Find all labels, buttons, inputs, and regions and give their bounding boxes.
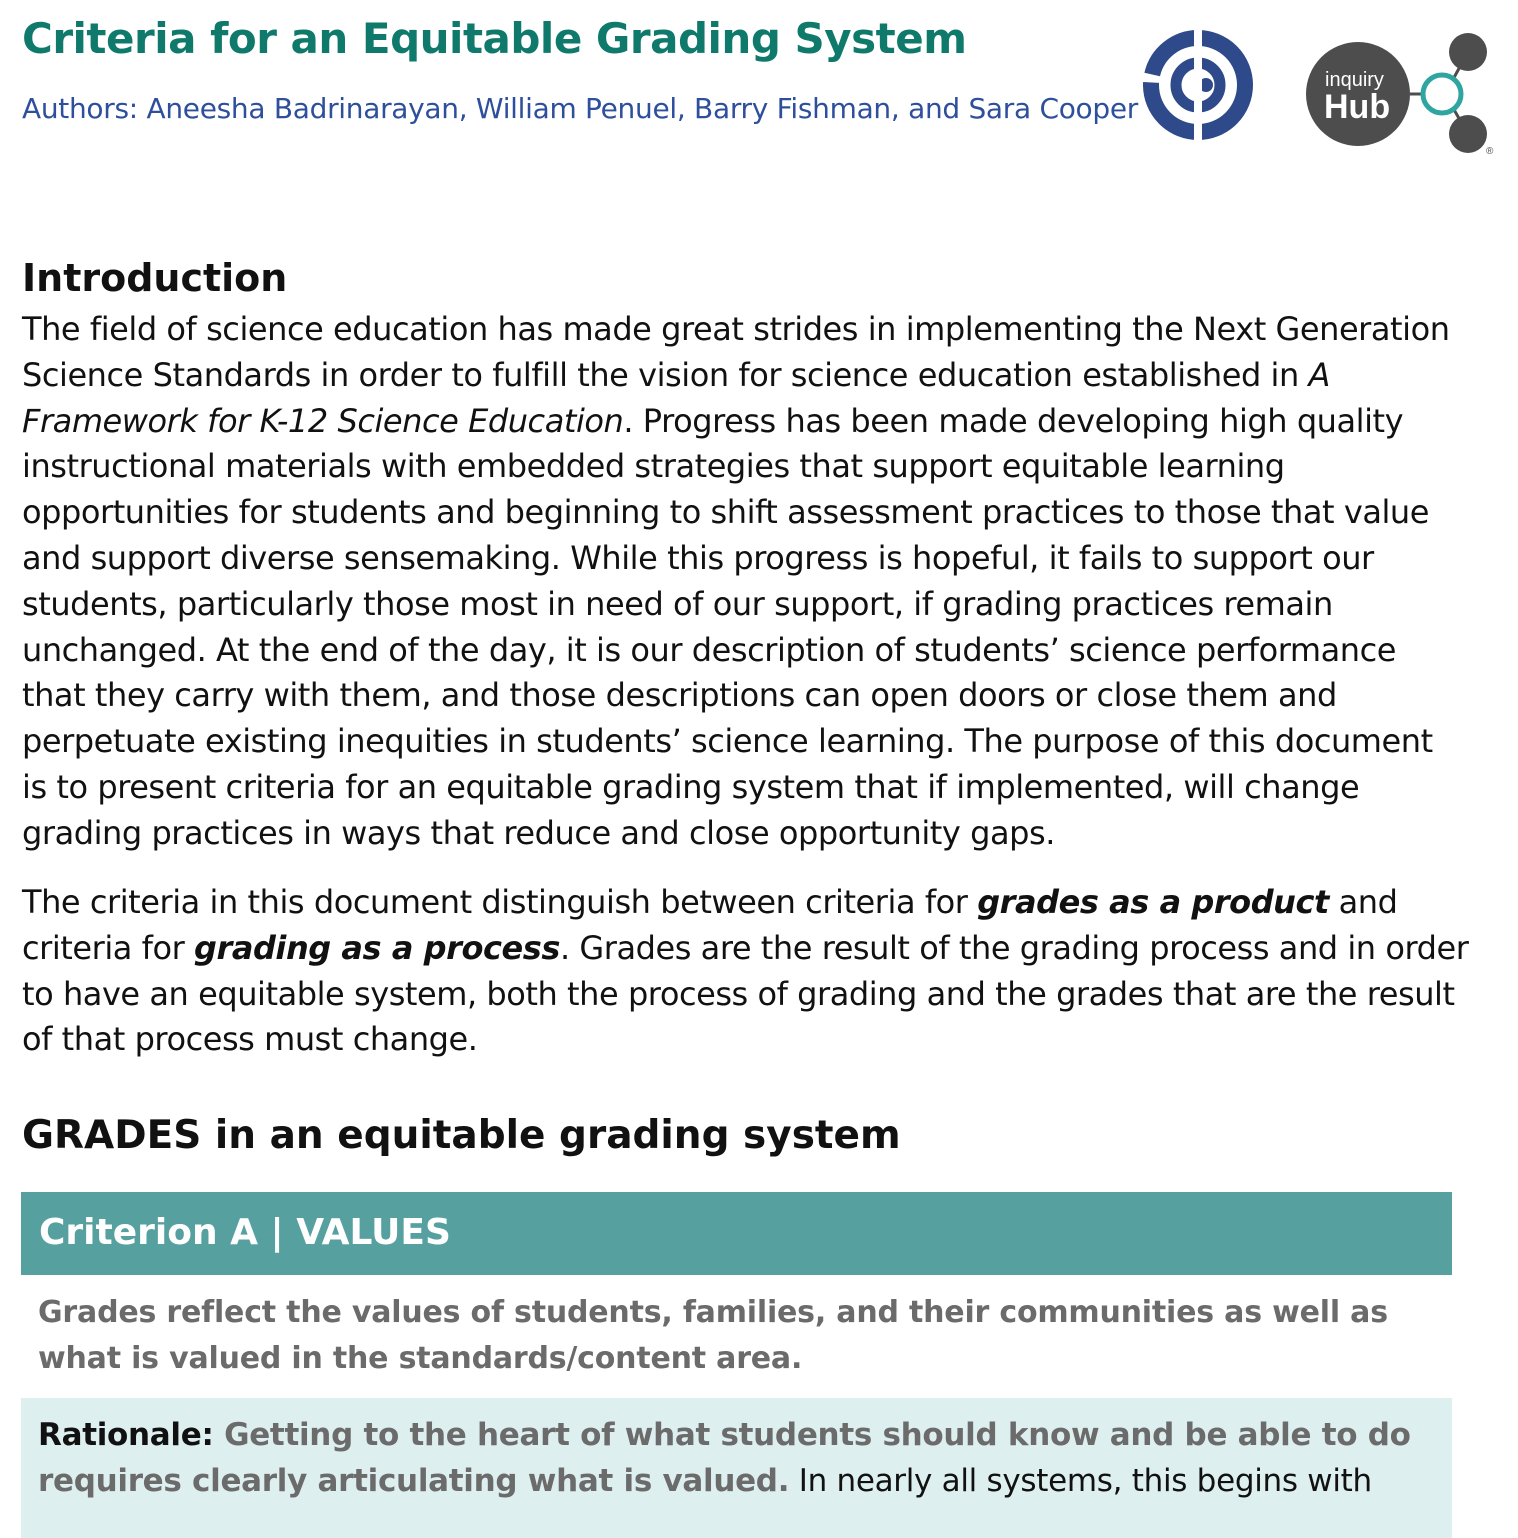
criterion-a-statement (38, 1290, 1388, 1382)
distinction-line (22, 926, 1469, 972)
intro-line: grading practices in ways that reduce and close opportunity gaps. (22, 813, 1055, 852)
criterion-a-header (21, 1192, 1452, 1275)
intro-line: instructional materials with embedded strategies that support equitable learning (22, 447, 1285, 486)
inquiry-hub-line2: Hub (1324, 88, 1391, 126)
grades-section-heading: GRADES in an equitable grading system (22, 1113, 901, 1158)
criterion-a-title: Criterion A | VALUES (39, 1212, 451, 1253)
intro-line: perpetuate existing inequities in students’ science learning. The purpose of this document (22, 722, 1433, 761)
intro-line (22, 399, 1462, 445)
grading-as-process-term: grading as a process (194, 928, 560, 967)
intro-line: opportunities for students and beginning to shift assessment practices to those that value (22, 493, 1429, 532)
rationale-body: In nearly all systems, this begins with (789, 1463, 1372, 1499)
intro-line: unchanged. At the end of the day, it is our description of students’ science performance (22, 630, 1396, 669)
intro-line: The field of science education has made great strides in implementing the Next Generation (22, 310, 1450, 348)
statement-line: Grades reflect the values of students, families, and their communities as well as (38, 1295, 1388, 1330)
introduction-paragraph (22, 307, 1462, 857)
authors-line: Authors: Aneesha Badrinarayan, William Penuel, Barry Fishman, and Sara Cooper (22, 92, 1138, 125)
grades-as-product-term: grades as a product (977, 883, 1329, 921)
distinction-line: of that process must change. (22, 1020, 478, 1059)
distinction-text: and (1328, 883, 1398, 921)
rationale-line (38, 1412, 1411, 1458)
distinction-text: The criteria in this document distinguish between criteria for (22, 883, 978, 921)
distinction-line (22, 880, 1462, 926)
inquiry-hub-logo-icon (1300, 24, 1505, 160)
intro-line: that they carry with them, and those descriptions can open doors or close them and (22, 676, 1337, 715)
inquiry-hub-logo (1300, 24, 1505, 160)
distinction-text: . Grades are the result of the grading process and in order (559, 928, 1469, 967)
framework-title: Framework for K-12 Science Education (22, 401, 624, 440)
introduction-heading: Introduction (22, 256, 288, 300)
intro-text: . Progress has been made developing high quality (623, 401, 1404, 440)
rationale-label: Rationale: (38, 1417, 225, 1453)
distinction-line: to have an equitable system, both the process of grading and the grades that are the result (22, 974, 1455, 1013)
rationale-emphasis: Getting to the heart of what students should know and be able to do (224, 1417, 1411, 1453)
distinction-paragraph (22, 880, 1469, 1063)
rationale-text (38, 1412, 1411, 1504)
intro-line: is to present criteria for an equitable grading system that if implemented, will change (22, 767, 1360, 806)
registered-mark: ® (1486, 146, 1494, 157)
distinction-text: criteria for (22, 928, 195, 967)
rationale-emphasis: requires clearly articulating what is valued. (38, 1463, 790, 1499)
document-title: Criteria for an Equitable Grading System (22, 14, 967, 63)
intro-line: students, particularly those most in need of our support, if grading practices remain (22, 584, 1333, 623)
intro-text: Science Standards in order to fulfill the vision for science education established in (22, 355, 1309, 394)
framework-title-start: A (1308, 355, 1330, 394)
statement-line: what is valued in the standards/content area. (38, 1341, 803, 1376)
rationale-line (38, 1458, 1411, 1504)
target-logo-icon (1140, 24, 1258, 146)
intro-line: and support diverse sensemaking. While this progress is hopeful, it fails to support our (22, 538, 1374, 577)
intro-line (22, 353, 1462, 399)
inquiry-hub-line1: inquiry (1325, 69, 1384, 91)
rationale-box (21, 1398, 1452, 1538)
